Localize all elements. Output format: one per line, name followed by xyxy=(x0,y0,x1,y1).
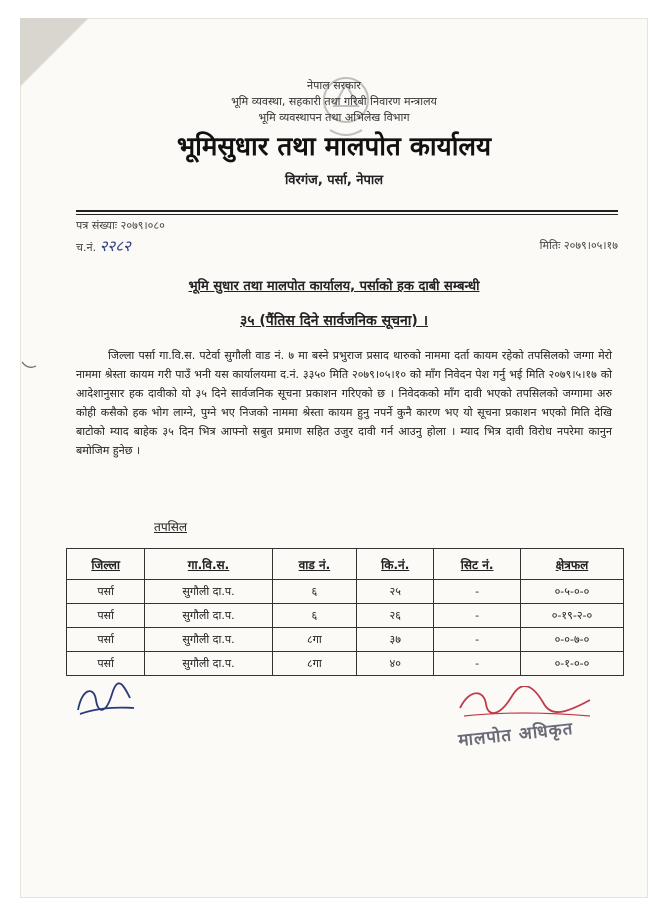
cell-vdc: सुगौली दा.प. xyxy=(145,604,272,628)
cell-plot: २६ xyxy=(357,604,434,628)
cell-plot: २५ xyxy=(357,580,434,604)
cell-vdc: सुगौली दा.प. xyxy=(145,652,272,676)
table-row xyxy=(67,604,624,628)
margin-pen-mark xyxy=(20,358,40,372)
col-header-area: क्षेत्रफल xyxy=(520,549,623,580)
table-row xyxy=(67,628,624,652)
col-header-ward: वाड नं. xyxy=(272,549,356,580)
govt-name: नेपाल सरकार xyxy=(307,79,361,92)
office-location: विरगंज, पर्सा, नेपाल xyxy=(284,173,384,188)
department-name: भूमि व्यवस्थापन तथा अभिलेख विभाग xyxy=(258,111,410,124)
col-header-plot: कि.नं. xyxy=(357,549,434,580)
officer-title-stamp: मालपोत अधिकृत xyxy=(457,719,575,751)
col-header-district: जिल्ला xyxy=(67,549,145,580)
cell-plot: ४० xyxy=(357,652,434,676)
ministry-name: भूमि व्यवस्था, सहकारी तथा गरिबी निवारण मन्त्रालय xyxy=(231,95,437,108)
cell-ward: ६ xyxy=(272,604,356,628)
land-details-table xyxy=(66,548,624,676)
handwritten-signature-left xyxy=(72,680,142,720)
document-page xyxy=(20,18,648,898)
table-header-row xyxy=(67,549,624,580)
notice-body: जिल्ला पर्सा गा.वि.स. पटेर्वा सुगौली वाड नं. ७ मा बस्ने प्रभुराज प्रसाद थारुको नाममा दर्ता कायम रहेको तपसिलको जग्गा मेरो नाममा श्रेस्ता कायम गरी पाउँ भनी यस कार्यालयमा द.नं. ३३५० मिति २०७९।०५।१० को माँग निवेदन पेश गर्नु भई मिति २०७९।५।१७ को आदेशानुसार हक दावीको यो ३५ दिने सार्वजनिक सूचना प्रकाशन गरिएको छ । निवेदकको माँग दावी भएको तपसिलको जग्गामा अरु कोही कसैको हक भोग लाग्ने, पुग्ने भए निजको नाममा श्रेस्ता कायम हुनु नपर्ने कुनै कारण भए यो सूचना प्रकाशन भएको मिति देखि बाटोको म्याद बाहेक ३५ दिन भित्र आफ्नो सबुत प्रमाण सहित उजुर दावी गर्न आउनु होला । म्याद भित्र दावी विरोध नपरेमा कानुन बमोजिम हुनेछ । xyxy=(76,349,612,457)
cell-area: ०-१९-२-० xyxy=(520,604,623,628)
cell-district: पर्सा xyxy=(67,628,145,652)
header-rule xyxy=(76,210,618,212)
letter-number: पत्र संख्याः २०७९।०८० xyxy=(76,219,165,232)
cell-sheet: - xyxy=(434,628,521,652)
letter-date: मितिः २०७९।०५।१७ xyxy=(539,239,618,252)
dispatch-number xyxy=(76,236,131,256)
cell-ward: ६ xyxy=(272,580,356,604)
cell-area: ०-५-०-० xyxy=(520,580,623,604)
office-name: भूमिसुधार तथा मालपोत कार्यालय xyxy=(176,132,492,162)
table-row xyxy=(67,652,624,676)
cell-sheet: - xyxy=(434,652,521,676)
dispatch-value: २२८२ xyxy=(99,237,131,255)
cell-district: पर्सा xyxy=(67,580,145,604)
cell-sheet: - xyxy=(434,580,521,604)
cell-sheet: - xyxy=(434,604,521,628)
tapsil-label: तपसिल xyxy=(154,520,188,534)
header-rule-thin xyxy=(76,214,618,215)
col-header-sheet: सिट नं. xyxy=(434,549,521,580)
cell-plot: ३७ xyxy=(357,628,434,652)
cell-ward: ८गा xyxy=(272,628,356,652)
cell-ward: ८गा xyxy=(272,652,356,676)
cell-district: पर्सा xyxy=(67,604,145,628)
notice-title: ३५ (पैंतिस दिने सार्वजनिक सूचना) । xyxy=(239,313,429,329)
notice-subject: भूमि सुधार तथा मालपोत कार्यालय, पर्साको हक दाबी सम्बन्धी xyxy=(188,279,480,294)
cell-area: ०-१-०-० xyxy=(520,652,623,676)
cell-vdc: सुगौली दा.प. xyxy=(145,628,272,652)
letterhead xyxy=(20,78,648,188)
table-row xyxy=(67,580,624,604)
cell-area: ०-०-७-० xyxy=(520,628,623,652)
col-header-vdc: गा.वि.स. xyxy=(145,549,272,580)
dispatch-label: च.नं. xyxy=(76,241,97,254)
cell-district: पर्सा xyxy=(67,652,145,676)
cell-vdc: सुगौली दा.प. xyxy=(145,580,272,604)
